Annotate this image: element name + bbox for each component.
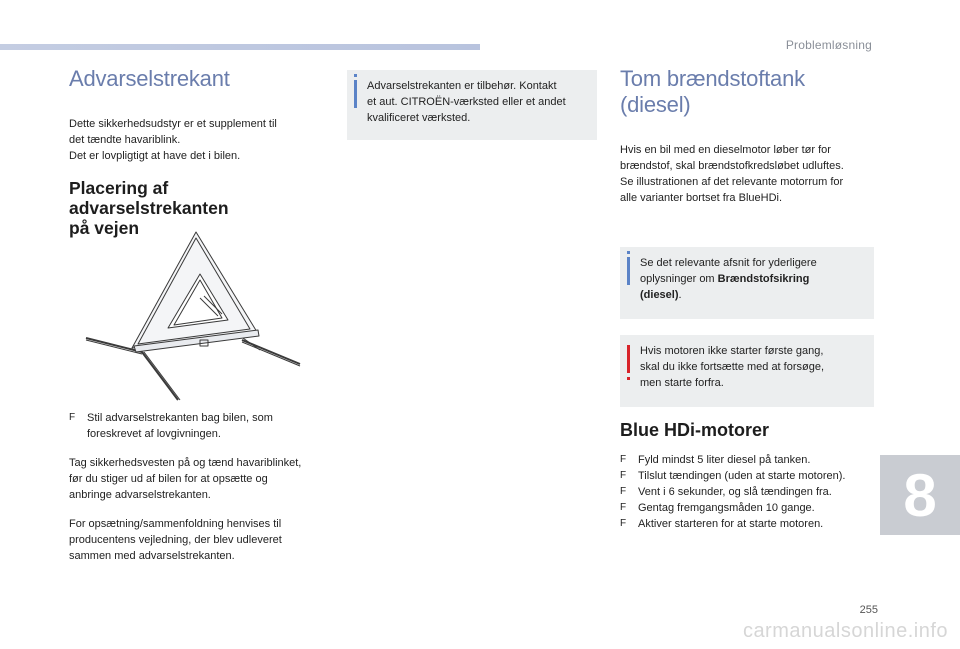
warning-line: men starte forfra. [640, 377, 724, 389]
bullet-marker: F [620, 518, 627, 529]
warning-triangle-illustration [82, 228, 307, 403]
step-text: Aktiver starteren for at starte motoren. [638, 518, 824, 530]
info-text: oplysninger om [640, 273, 718, 285]
list-item [620, 452, 880, 468]
info-line: kvalificeret værksted. [367, 112, 471, 124]
vest-paragraph-line: Tag sikkerhedsvesten på og tænd havariblinket, [69, 457, 302, 469]
chapter-tab [880, 455, 960, 535]
bullet-marker: F [620, 470, 627, 481]
chapter-number: 8 [903, 461, 937, 529]
warning-triangle-section [69, 66, 331, 238]
warning-icon [627, 345, 636, 373]
fuel-fuse-info-box [620, 247, 874, 319]
list-item [620, 500, 880, 516]
info-line: Advarselstrekanten er tilbehør. Kontakt [367, 80, 557, 92]
page-number: 255 [859, 604, 878, 616]
placement-heading-line: på vejen [69, 218, 140, 238]
step-text: Gentag fremgangsmåden 10 gange. [638, 502, 815, 514]
step-text: Vent i 6 sekunder, og slå tændingen fra. [638, 486, 832, 498]
vest-paragraph-line: anbringe advarselstrekanten. [69, 489, 211, 501]
info-bold: (diesel) [640, 289, 679, 301]
list-item [620, 484, 880, 500]
section-title-bluehdi: Blue HDi-motorer [620, 420, 770, 440]
info-bold: Brændstofsikring [717, 273, 810, 285]
step-text: Fyld mindst 5 liter diesel på tanken. [638, 454, 811, 466]
bullet-marker: F [69, 412, 76, 423]
list-item [69, 410, 331, 442]
top-accent-bar [0, 44, 480, 50]
bullet-marker: F [620, 502, 627, 513]
info-icon [354, 80, 363, 108]
bullet-marker: F [620, 486, 627, 497]
intro-line: det tændte havariblink. [69, 134, 181, 146]
warning-line: skal du ikke fortsætte med at forsøge, [640, 361, 825, 373]
bluehdi-section [620, 420, 880, 532]
chapter-title: Problemløsning [785, 38, 872, 52]
intro-line: Dette sikkerhedsudstyr er et supplement til [69, 118, 277, 130]
info-line: et aut. CITROËN-værksted eller et andet [367, 96, 566, 108]
empty-tank-line: alle varianter bortset fra BlueHDi. [620, 192, 783, 204]
list-item [620, 468, 880, 484]
intro-line: Det er lovpligtigt at have det i bilen. [69, 150, 241, 162]
empty-tank-line: Hvis en bil med en dieselmotor løber tør for [620, 144, 831, 156]
info-line: Se det relevante afsnit for yderligere [640, 257, 817, 269]
empty-tank-section [620, 66, 874, 206]
section-title-empty-tank: Tom brændstoftank (diesel) [620, 66, 805, 117]
folding-paragraph-line: producentens vejledning, der blev udleveret [69, 534, 282, 546]
list-item [620, 516, 880, 532]
accessory-info-box [347, 70, 597, 140]
placement-heading-line: Placering af advarselstrekanten [69, 178, 229, 218]
bullet-marker: F [620, 454, 627, 465]
info-text: . [678, 289, 682, 301]
info-icon [627, 257, 636, 285]
restart-warning-box [620, 335, 874, 407]
warning-triangle-instructions [69, 410, 331, 564]
bullet-text: foreskrevet af lovgivningen. [87, 428, 221, 440]
bullet-text: Stil advarselstrekanten bag bilen, som [87, 412, 273, 424]
step-text: Tilslut tændingen (uden at starte motoren). [638, 470, 846, 482]
warning-line: Hvis motoren ikke starter første gang, [640, 345, 824, 357]
folding-paragraph-line: sammen med advarselstrekanten. [69, 550, 235, 562]
folding-paragraph-line: For opsætning/sammenfoldning henvises til [69, 518, 282, 530]
empty-tank-line: Se illustrationen af det relevante motorrum for [620, 176, 844, 188]
vest-paragraph-line: før du stiger ud af bilen for at opsætte og [69, 473, 268, 485]
empty-tank-line: brændstof, skal brændstofkredsløbet udluftes. [620, 160, 844, 172]
section-title-warning-triangle: Advarselstrekant [69, 66, 230, 91]
watermark: carmanualsonline.info [742, 620, 948, 642]
